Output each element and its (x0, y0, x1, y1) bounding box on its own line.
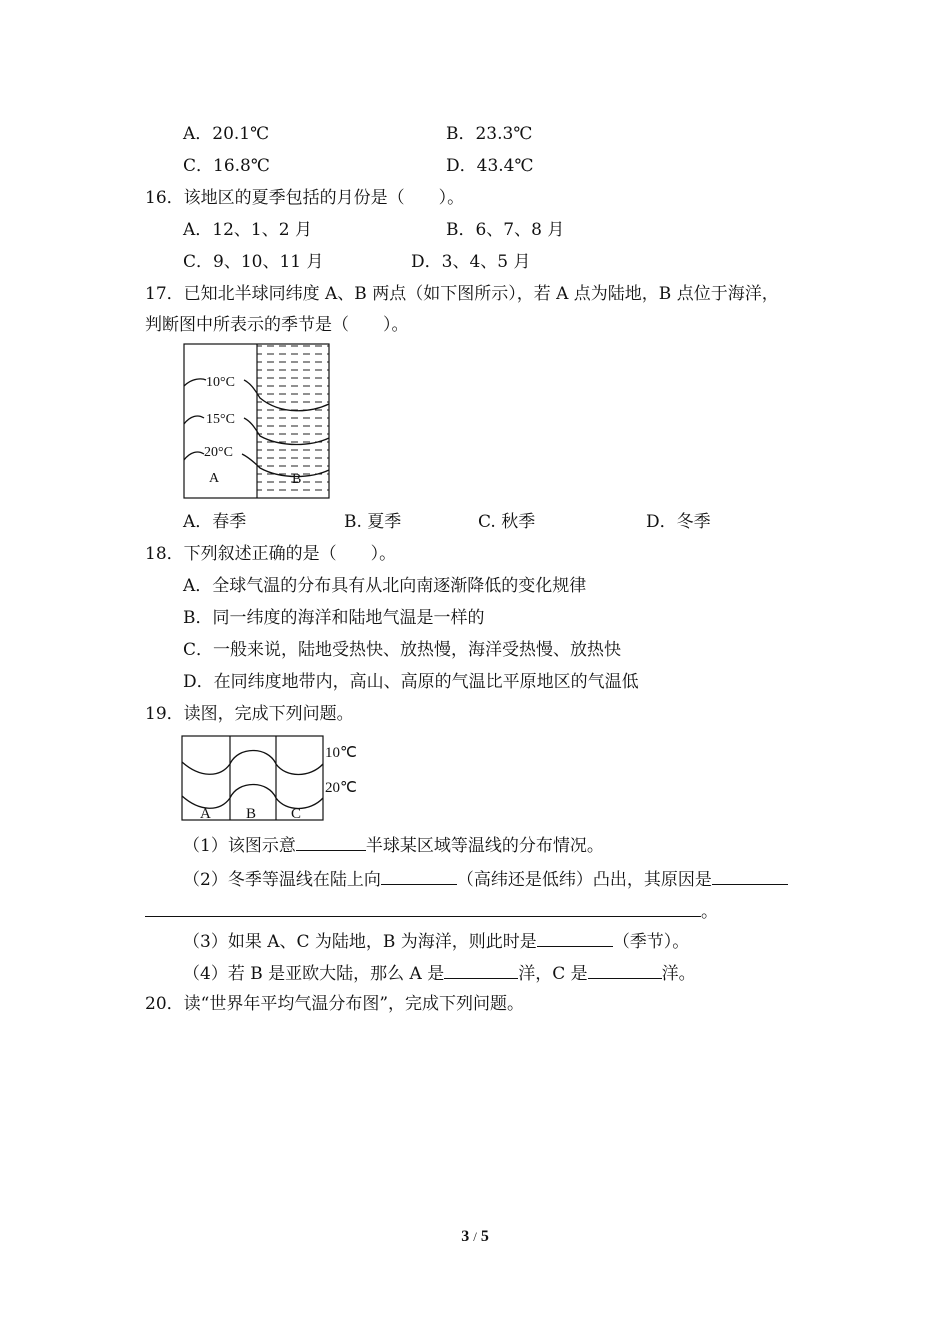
q19-part1 (183, 832, 604, 858)
q17-stem-line1: 17．已知北半球同纬度 A、B 两点（如下图所示），若 A 点为陆地，B 点位于海洋， (145, 284, 779, 304)
q19-col-b: B (246, 806, 257, 822)
q15-option-d: D．43.4℃ (446, 156, 534, 176)
q19-label-20: 20℃ (325, 780, 357, 796)
q16-option-d: D．3、4、5 月 (411, 252, 531, 272)
q15-option-c: C．16.8℃ (183, 156, 270, 176)
q19-p1-text-a: （1）该图示意 (183, 836, 296, 856)
q19-p2-blank-2[interactable] (712, 866, 788, 885)
q17-option-b: B. 夏季 (344, 512, 402, 532)
q17-stem-line2: 判断图中所表示的季节是（ ）。 (145, 315, 409, 335)
q20-stem: 20．读“世界年平均气温分布图”，完成下列问题。 (145, 994, 525, 1014)
q16-option-a: A．12、1、2 月 (183, 220, 312, 240)
q19-p2-blank-3[interactable] (145, 898, 701, 917)
q19-col-c: C (291, 806, 302, 822)
page-separator: / (473, 1229, 477, 1244)
q18-stem: 18．下列叙述正确的是（ ）。 (145, 544, 397, 564)
q15-option-a: A．20.1℃ (183, 124, 270, 144)
q19-isotherm-figure (180, 734, 365, 824)
q17-point-b: B (292, 472, 302, 487)
q19-p3-blank[interactable] (537, 928, 613, 947)
q17-option-d: D．冬季 (646, 512, 711, 532)
q19-label-10: 10℃ (325, 745, 357, 761)
q17-point-a: A (209, 471, 220, 486)
page-number (0, 1228, 950, 1246)
q18-option-c: C．一般来说，陆地受热快、放热慢，海洋受热慢、放热快 (183, 640, 622, 660)
q19-p4-blank-1[interactable] (444, 960, 518, 979)
q17-label-15: 15°C (206, 412, 235, 427)
q17-option-a: A．春季 (183, 512, 247, 532)
q16-stem: 16．该地区的夏季包括的月份是（ ）。 (145, 188, 465, 208)
q17-option-c: C. 秋季 (478, 512, 536, 532)
q19-col-a: A (200, 806, 211, 822)
q19-p1-text-b: 半球某区域等温线的分布情况。 (365, 836, 604, 856)
page-current: 3 (461, 1228, 470, 1245)
q19-p4-text-b: 洋，C 是 (518, 964, 588, 984)
q19-isotherm-20 (182, 785, 323, 809)
q19-p3-text-b: （季节）。 (612, 932, 690, 952)
q19-p4-text-a: （4）若 B 是亚欧大陆，那么 A 是 (183, 964, 445, 984)
q19-part4 (183, 960, 696, 986)
q19-p2-text-a: （2）冬季等温线在陆上向 (183, 870, 381, 890)
q19-p3-text-a: （3）如果 A、C 为陆地，B 为海洋，则此时是 (183, 932, 537, 952)
q19-p4-text-c: 洋。 (661, 964, 696, 984)
q17-label-20: 20°C (204, 445, 233, 460)
q16-option-b: B．6、7、8 月 (446, 220, 565, 240)
q17-isotherm-figure (182, 342, 334, 502)
q19-part2-cont (145, 898, 718, 924)
q19-p2-text-b: （高纬还是低纬）凸出，其原因是 (456, 870, 712, 890)
q19-p4-blank-2[interactable] (588, 960, 662, 979)
q18-option-d: D．在同纬度地带内，高山、高原的气温比平原地区的气温低 (183, 672, 639, 692)
q18-option-a: A．全球气温的分布具有从北向南逐渐降低的变化规律 (183, 576, 587, 596)
q19-isotherm-10 (182, 751, 323, 775)
q19-part3 (183, 928, 689, 954)
q19-p2-end: 。 (701, 902, 718, 922)
q18-option-b: B．同一纬度的海洋和陆地气温是一样的 (183, 608, 485, 628)
q19-p1-blank[interactable] (296, 832, 366, 851)
q19-stem: 19．读图，完成下列问题。 (145, 704, 354, 724)
q15-option-b: B．23.3℃ (446, 124, 533, 144)
q16-option-c: C．9、10、11 月 (183, 252, 324, 272)
q19-p2-blank-1[interactable] (381, 866, 457, 885)
q19-part2 (183, 866, 788, 892)
page-total: 5 (480, 1228, 489, 1245)
q17-label-10: 10°C (206, 375, 235, 390)
